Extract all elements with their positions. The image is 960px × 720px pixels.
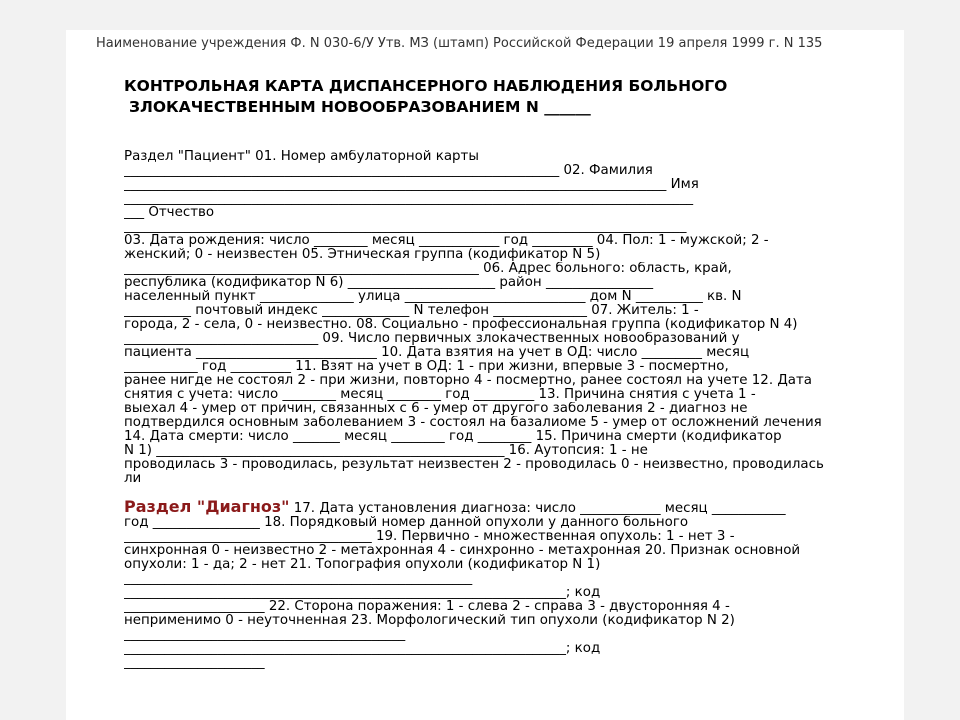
text-fragment: 17. Дата установления диагноза: число ____________ месяц ___________ [289, 501, 786, 516]
form-title-line-2: ЗЛОКАЧЕСТВЕННЫМ НОВООБРАЗОВАНИЕМ N ______ [129, 98, 591, 116]
text-line: __________ почтовый индекс _____________ N телефон ______________ 07. Житель: 1 - [124, 304, 699, 318]
text-line: республика (кодификатор N 6) ______________________ район ________________ [124, 276, 654, 290]
text-line: _____________________________________ 19. Первично - множественная опухоль: 1 - нет 3 - [124, 530, 735, 544]
text-line: Раздел "Пациент" 01. Номер амбулаторной карты [124, 150, 479, 164]
text-line: ___________ год _________ 11. Взят на учет в ОД: 1 - при жизни, впервые 3 - посмертно, [124, 360, 729, 374]
form-header: Наименование учреждения Ф. N 030-6/У Утв. МЗ (штамп) Российской Федерации 19 апреля 1999 г. N 135 [96, 36, 823, 51]
text-line: 03. Дата рождения: число ________ месяц ____________ год _________ 04. Пол: 1 - мужской; 2 - [124, 234, 769, 248]
document-page [66, 30, 904, 720]
text-line: год ________________ 18. Порядковый номер данной опухоли у данного больного [124, 516, 689, 530]
text-line: ранее нигде не состоял 2 - при жизни, повторно 4 - посмертно, ранее состоял на учете 12. Дата [124, 374, 813, 388]
text-line: ____________________________________________________________________________________ [124, 220, 687, 234]
text-line: неприменимо 0 - неуточненная 23. Морфологический тип опухоли (кодификатор N 2) [124, 614, 735, 628]
section-heading-diagnosis: Раздел "Диагноз" [124, 500, 290, 516]
text-line: ____________________________________________________ [124, 572, 473, 586]
text-line: __________________________________________________________________; код [124, 586, 601, 600]
text-line: пациента ___________________________ 10. Дата взятия на учет в ОД: число _________ месяц [124, 346, 750, 360]
text-line: синхронная 0 - неизвестно 2 - метахронная 4 - синхронно - метахронная 20. Признак основной [124, 544, 801, 558]
section-patient [124, 150, 894, 486]
text-line: _____________________________________________________________________________________ [124, 192, 694, 206]
text-line: _____________________________________________________ 06. Адрес больного: область, край, [124, 262, 732, 276]
section-diagnosis [124, 500, 894, 670]
text-line: женский; 0 - неизвестен 05. Этническая группа (кодификатор N 5) [124, 248, 601, 262]
text-line: _________________________________________________________________ 02. Фамилия [124, 164, 653, 178]
text-line: __________________________________________ [124, 628, 406, 642]
form-title [124, 76, 844, 118]
text-line: _____________________ [124, 656, 265, 670]
text-line: населенный пункт ______________ улица ___________________________ дом N __________ кв. N [124, 290, 742, 304]
text-line: _____________________ 22. Сторона поражения: 1 - слева 2 - справа 3 - двусторонняя 4 - [124, 600, 730, 614]
text-line [124, 500, 894, 516]
form-title-line-1: КОНТРОЛЬНАЯ КАРТА ДИСПАНСЕРНОГО НАБЛЮДЕНИЯ БОЛЬНОГО [124, 77, 728, 95]
text-line: выехал 4 - умер от причин, связанных с 6 - умер от другого заболевания 2 - диагноз не [124, 402, 748, 416]
text-line: опухоли: 1 - да; 2 - нет 21. Топография опухоли (кодификатор N 1) [124, 558, 601, 572]
text-line: снятия с учета: число ________ месяц ________ год _________ 13. Причина снятия с учета 1 - [124, 388, 756, 402]
text-line: города, 2 - села, 0 - неизвестно. 08. Социально - профессиональная группа (кодификатор N 4) [124, 318, 798, 332]
text-line: N 1) ____________________________________________________ 16. Аутопсия: 1 - не [124, 444, 648, 458]
text-line: ___ Отчество [124, 206, 215, 220]
text-line: _____________________________ 09. Число первичных злокачественных новообразований у [124, 332, 740, 346]
text-line: _________________________________________________________________________________ Имя [124, 178, 699, 192]
text-line: __________________________________________________________________; код [124, 642, 601, 656]
text-line: 14. Дата смерти: число _______ месяц ________ год ________ 15. Причина смерти (кодификатор [124, 430, 782, 444]
text-line: проводилась 3 - проводилась, результат неизвестен 2 - проводилась 0 - неизвестно, проводилась [124, 458, 824, 472]
text-line: ли [124, 472, 142, 486]
text-line: подтвердился основным заболеванием 3 - состоял на базалиоме 5 - умер от осложнений лечения [124, 416, 822, 430]
